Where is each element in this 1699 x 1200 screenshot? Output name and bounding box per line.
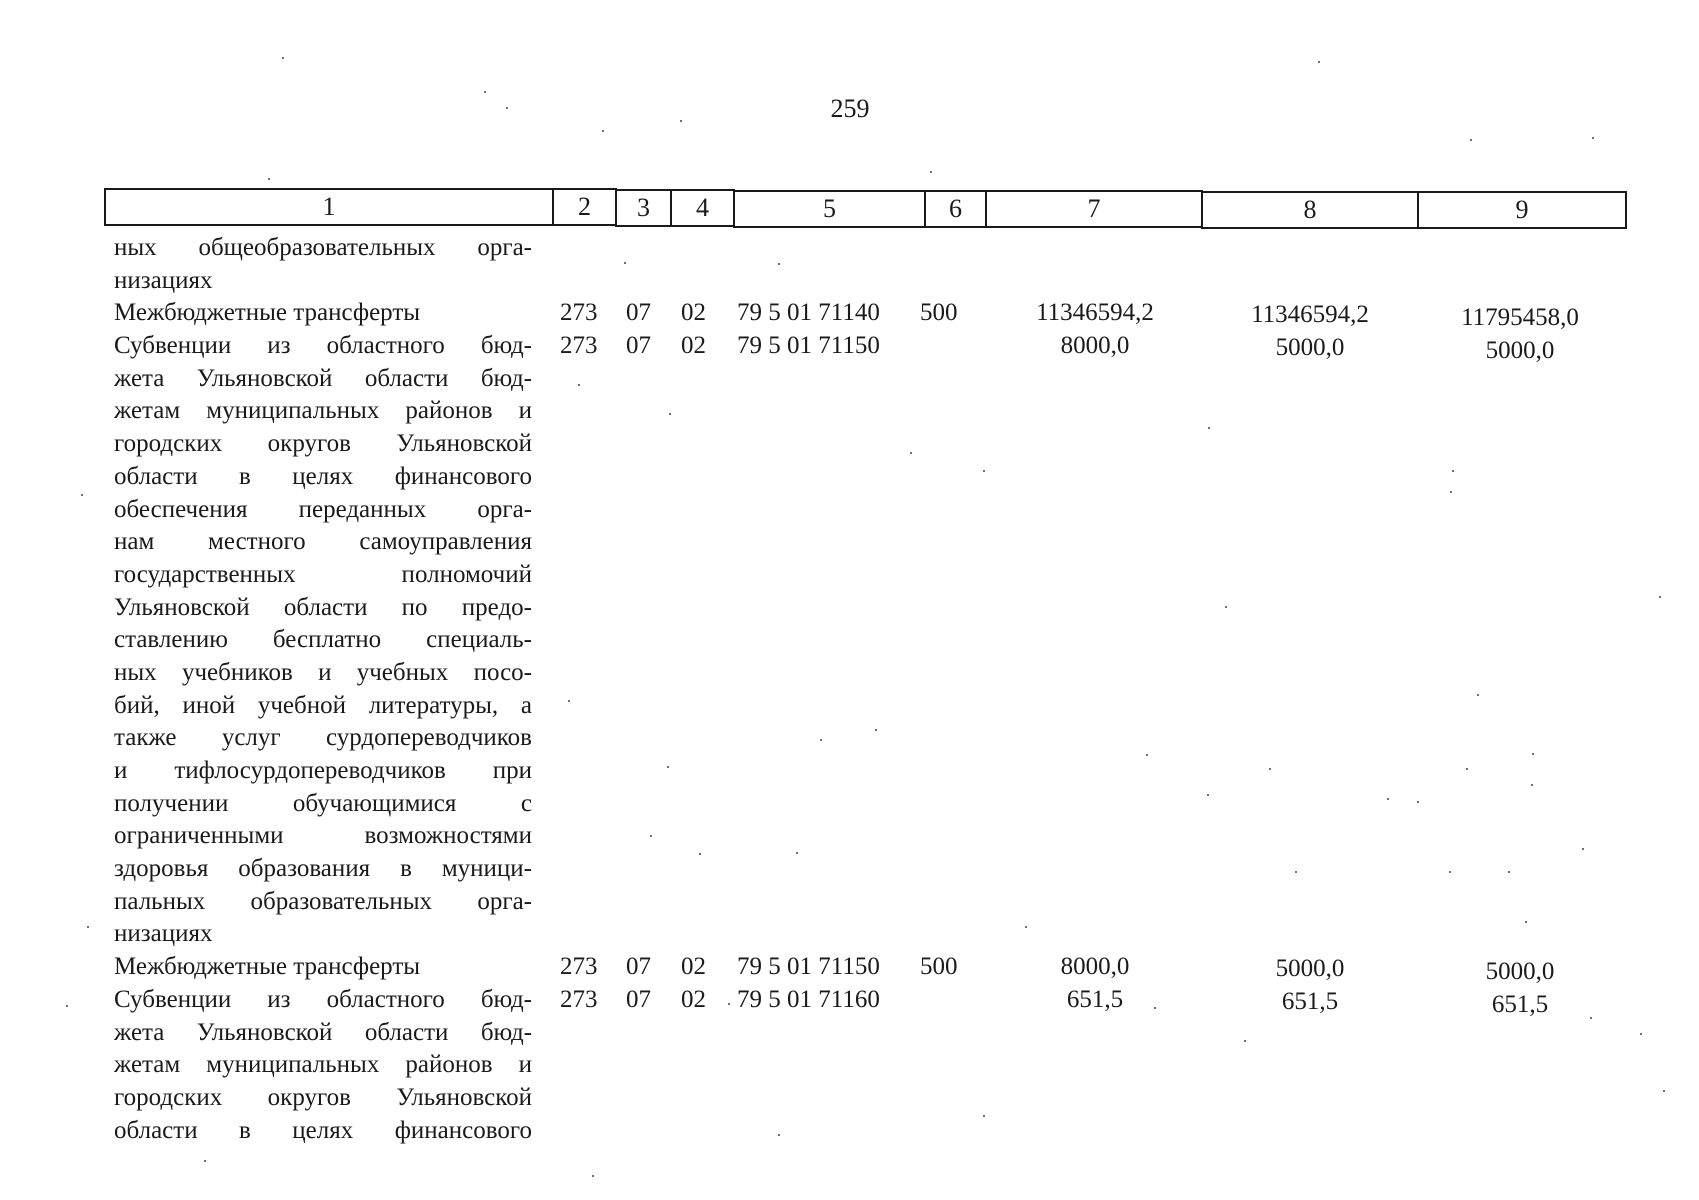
scan-speck <box>667 766 669 768</box>
description-line: государственных полномочий <box>114 560 532 588</box>
cell-c3: 07 <box>626 299 651 327</box>
description-line: области в целях финансового <box>114 462 532 490</box>
scan-speck <box>728 1003 730 1005</box>
scan-speck <box>624 262 626 264</box>
scan-speck <box>1659 596 1661 598</box>
header-cell-2: 2 <box>552 188 617 226</box>
description-line: низациях <box>114 920 213 948</box>
cell-c5: 79 5 01 71150 <box>737 953 880 981</box>
scan-speck <box>1590 1017 1592 1019</box>
scan-speck <box>1318 61 1320 63</box>
scan-speck <box>1592 137 1594 139</box>
scan-speck <box>66 1005 68 1007</box>
scan-speck <box>778 263 780 265</box>
scan-speck <box>1417 801 1419 803</box>
scan-speck <box>1449 871 1451 873</box>
scan-speck <box>796 852 798 854</box>
row-description <box>114 984 532 1147</box>
scan-speck <box>983 1115 985 1117</box>
cell-c6: 500 <box>920 953 958 981</box>
scan-speck <box>1225 606 1227 608</box>
cell-c6: 500 <box>920 299 958 327</box>
scan-speck <box>81 494 83 496</box>
header-cell-7: 7 <box>985 190 1203 228</box>
scan-speck <box>592 1175 594 1177</box>
page-number: 259 <box>830 94 870 123</box>
row-description <box>114 951 532 984</box>
scan-speck <box>669 413 671 415</box>
scan-speck <box>1508 871 1510 873</box>
row-description <box>114 232 532 297</box>
cell-c4: 02 <box>681 332 706 360</box>
scan-speck <box>875 729 877 731</box>
scan-speck <box>602 130 604 132</box>
description-line: бий, иной учебной литературы, а <box>114 691 532 719</box>
scan-speck <box>1531 784 1533 786</box>
description-line: жета Ульяновской области бюд- <box>114 1018 532 1046</box>
scan-speck <box>506 107 508 109</box>
header-cell-8: 8 <box>1201 191 1419 229</box>
description-line: пальных образовательных орга- <box>114 887 532 915</box>
description-line: Межбюджетные трансферты <box>114 299 421 327</box>
cell-c9: 5000,0 <box>1485 958 1555 986</box>
row-description <box>114 330 532 951</box>
scan-speck <box>680 120 682 122</box>
scan-speck <box>1663 1090 1665 1092</box>
description-line: также услуг сурдопереводчиков <box>114 724 532 752</box>
scan-speck <box>820 739 822 741</box>
header-cell-4: 4 <box>670 189 735 227</box>
scan-speck <box>778 1134 780 1136</box>
scan-speck <box>930 171 932 173</box>
description-line: области в целях финансового <box>114 1116 532 1144</box>
cell-c8: 5000,0 <box>1275 955 1345 983</box>
cell-c4: 02 <box>681 986 706 1014</box>
scan-speck <box>1640 1033 1642 1035</box>
cell-c3: 07 <box>626 953 651 981</box>
cell-c7: 11346594,2 <box>1036 299 1154 327</box>
description-line: нам местного самоуправления <box>114 528 532 556</box>
scan-speck <box>1452 470 1454 472</box>
description-line: ных учебников и учебных посо- <box>114 658 532 686</box>
description-line: ных общеобразовательных орга- <box>114 234 532 261</box>
cell-c8: 651,5 <box>1281 988 1339 1016</box>
header-cell-6: 6 <box>924 190 987 228</box>
cell-c7: 8000,0 <box>1060 953 1130 981</box>
scan-speck <box>1470 139 1472 141</box>
description-line: получении обучающимися с <box>114 789 532 817</box>
scan-speck <box>1466 768 1468 770</box>
scan-speck <box>578 384 580 386</box>
cell-c5: 79 5 01 71160 <box>737 986 880 1014</box>
description-line: ставлению бесплатно специаль- <box>114 626 532 654</box>
cell-c2: 273 <box>560 332 598 360</box>
scan-speck <box>1154 1007 1156 1009</box>
description-line: здоровья образования в муници- <box>114 855 532 883</box>
cell-c2: 273 <box>560 299 598 327</box>
description-line: обеспечения переданных орга- <box>114 495 532 523</box>
description-line: городских округов Ульяновской <box>114 430 532 458</box>
scan-speck <box>983 470 985 472</box>
scan-speck <box>1295 871 1297 873</box>
scan-speck <box>1244 1040 1246 1042</box>
scan-speck <box>204 1160 206 1162</box>
scan-speck <box>1269 768 1271 770</box>
description-line: жетам муниципальных районов и <box>114 1051 532 1079</box>
scan-speck <box>484 91 486 93</box>
cell-c3: 07 <box>626 986 651 1014</box>
description-line: низациях <box>114 266 213 294</box>
scan-speck <box>1387 798 1389 800</box>
description-line: жетам муниципальных районов и <box>114 397 532 425</box>
cell-c5: 79 5 01 71150 <box>737 332 880 360</box>
description-line: Ульяновской области по предо- <box>114 593 532 621</box>
scan-speck <box>1450 491 1452 493</box>
description-line: городских округов Ульяновской <box>114 1084 532 1112</box>
scan-speck <box>910 452 912 454</box>
scan-speck <box>1208 427 1210 429</box>
cell-c4: 02 <box>681 299 706 327</box>
description-line: Субвенции из областного бюд- <box>114 986 532 1014</box>
scan-speck <box>1477 694 1479 696</box>
header-cell-5: 5 <box>733 190 926 228</box>
cell-c5: 79 5 01 71140 <box>737 299 880 327</box>
cell-c9: 11795458,0 <box>1461 304 1579 332</box>
scan-speck <box>568 700 570 702</box>
description-line: жета Ульяновской области бюд- <box>114 364 532 392</box>
cell-c8: 5000,0 <box>1275 334 1345 362</box>
cell-c2: 273 <box>560 953 598 981</box>
scan-speck <box>1207 794 1209 796</box>
header-cell-3: 3 <box>615 189 672 227</box>
scan-speck <box>1582 848 1584 850</box>
cell-c4: 02 <box>681 953 706 981</box>
cell-c9: 5000,0 <box>1485 337 1555 365</box>
cell-c7: 8000,0 <box>1060 332 1130 360</box>
scan-speck <box>87 926 89 928</box>
scan-speck <box>1146 754 1148 756</box>
scan-speck <box>268 178 270 180</box>
scan-speck <box>1532 753 1534 755</box>
row-description <box>114 297 532 330</box>
description-line: ограниченными возможностями <box>114 822 532 850</box>
description-line: Межбюджетные трансферты <box>114 953 421 981</box>
scan-speck <box>650 835 652 837</box>
scan-speck <box>1025 926 1027 928</box>
cell-c8: 11346594,2 <box>1251 301 1369 329</box>
cell-c3: 07 <box>626 332 651 360</box>
scan-speck <box>282 57 284 59</box>
header-cell-9: 9 <box>1417 191 1627 229</box>
cell-c7: 651,5 <box>1066 986 1124 1014</box>
description-line: Субвенции из областного бюд- <box>114 332 532 360</box>
scan-speck <box>699 853 701 855</box>
scan-speck <box>1525 921 1527 923</box>
description-line: и тифлосурдопереводчиков при <box>114 757 532 785</box>
cell-c2: 273 <box>560 986 598 1014</box>
header-cell-1: 1 <box>104 188 554 226</box>
cell-c9: 651,5 <box>1491 991 1549 1019</box>
